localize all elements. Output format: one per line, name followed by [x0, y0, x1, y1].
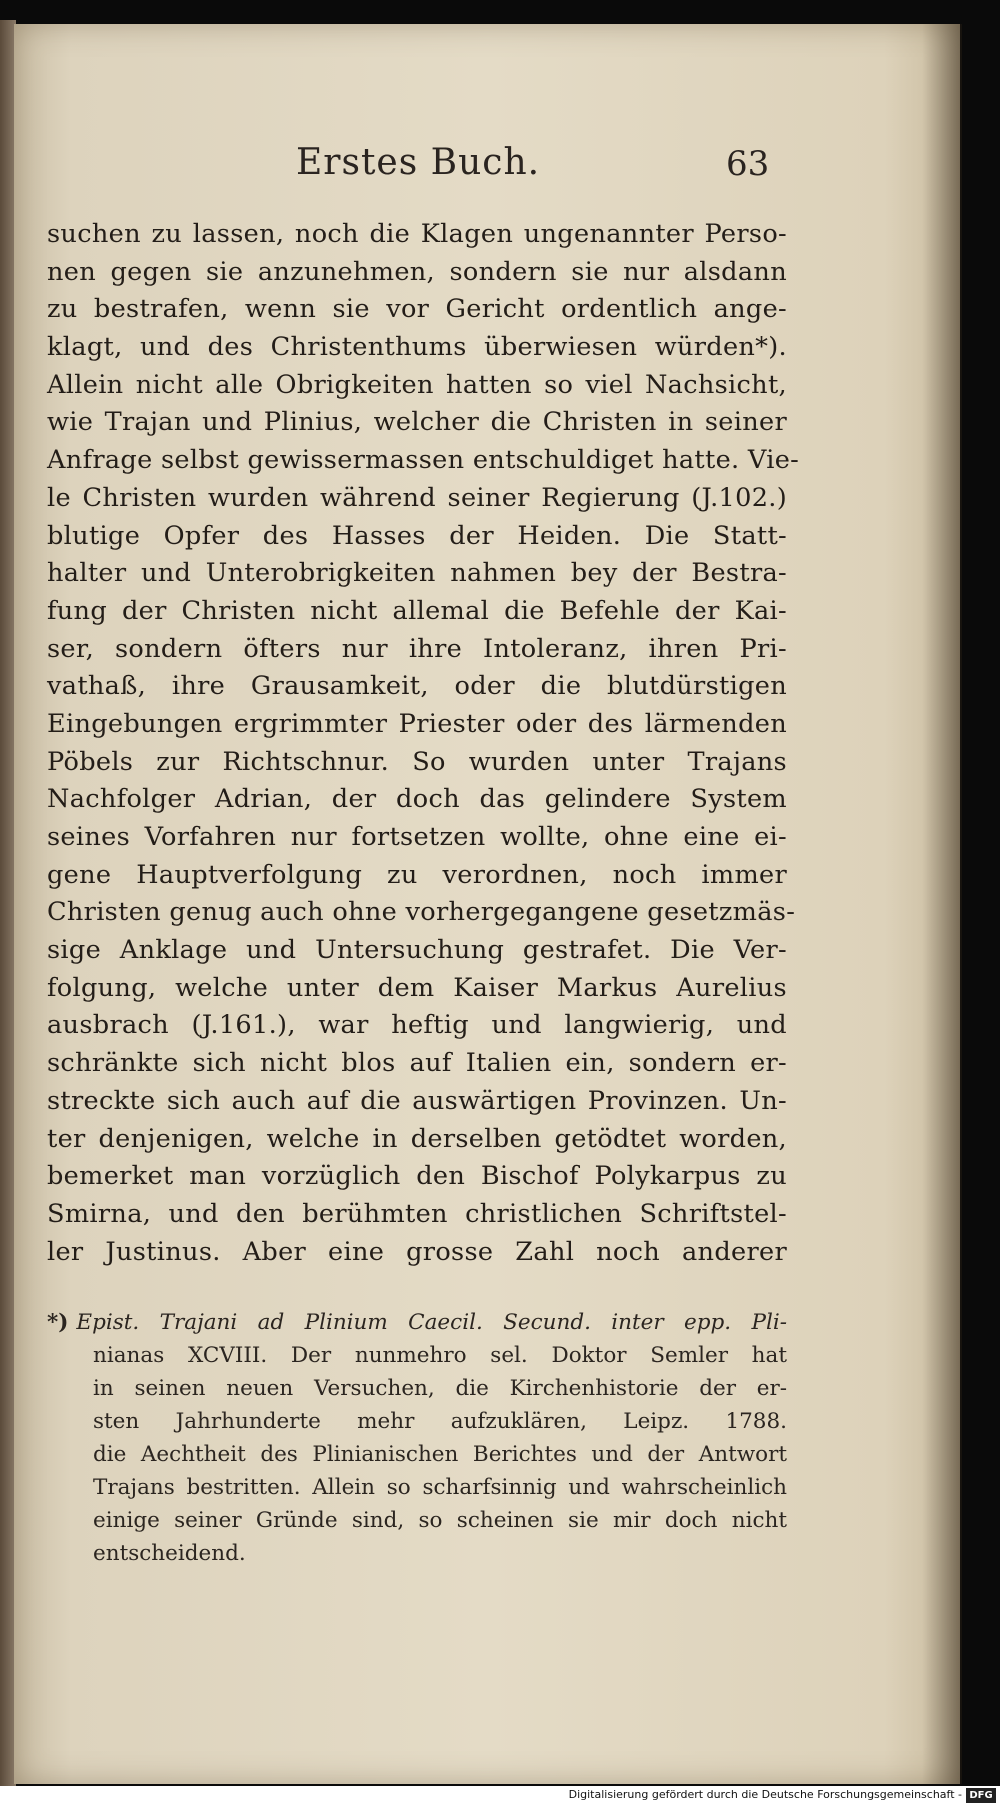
footnote-marker: *) — [47, 1310, 69, 1335]
text-line: gene Hauptverfolgung zu verordnen, noch immer — [47, 859, 787, 890]
text-line: klagt, und des Christenthums überwiesen würden*). — [47, 332, 787, 363]
footnote-first-line — [47, 1306, 787, 1339]
footnote-line: die Aechtheit des Plinianischen Berichtes und der Antwort — [93, 1442, 787, 1467]
text-line: ausbrach (J.161.), war heftig und langwierig, und — [47, 1010, 787, 1041]
text-line: Nachfolger Adrian, der doch das gelindere System — [47, 784, 787, 815]
page-number: 63 — [726, 144, 770, 184]
body-text — [47, 216, 800, 1271]
footnote-line: einige seiner Gründe sind, so scheinen sie mir doch nicht — [93, 1508, 787, 1533]
text-line: Christen genug auch ohne vorhergegangene gesetzmäs- — [47, 897, 796, 928]
page-gutter-shadow — [922, 24, 962, 1784]
text-line: bemerket man vorzüglich den Bischof Polykarpus zu — [47, 1161, 787, 1192]
footnote-line: nianas XCVIII. Der nunmehro sel. Doktor Semler hat — [93, 1343, 787, 1368]
text-line: streckte sich auch auf die auswärtigen Provinzen. Un- — [47, 1085, 787, 1116]
text-line: vathaß, ihre Grausamkeit, oder die blutdürstigen — [47, 671, 787, 702]
page-header — [14, 142, 960, 192]
footnote-line: sten Jahrhunderte mehr aufzuklären, Leipz. 1788. — [93, 1409, 787, 1434]
text-line: ter denjenigen, welche in derselben getödtet worden, — [47, 1123, 787, 1154]
text-line: nen gegen sie anzunehmen, sondern sie nur alsdann — [47, 256, 787, 287]
text-line: schränkte sich nicht blos auf Italien ein, sondern er- — [47, 1048, 787, 1079]
footnote-line: entscheidend. — [93, 1541, 246, 1566]
text-line: zu bestrafen, wenn sie vor Gericht ordentlich ange- — [47, 294, 787, 325]
text-line: Pöbels zur Richtschnur. So wurden unter Trajans — [47, 746, 787, 777]
text-line: ler Justinus. Aber eine grosse Zahl noch anderer — [47, 1236, 787, 1267]
book-page — [14, 24, 960, 1784]
text-line: suchen zu lassen, noch die Klagen ungenannter Perso- — [47, 219, 787, 249]
footnote — [47, 1306, 787, 1570]
text-line: wie Trajan und Plinius, welcher die Christen in seiner — [47, 407, 787, 438]
text-line: seines Vorfahren nur fortsetzen wollte, ohne eine ei- — [47, 822, 787, 852]
digitization-footer — [0, 1786, 1000, 1806]
dfg-logo-icon: DFG — [966, 1788, 996, 1803]
text-line: folgung, welche unter dem Kaiser Markus Aurelius — [47, 972, 787, 1003]
text-line: le Christen wurden während seiner Regierung (J.102.) — [47, 482, 787, 513]
funding-credit: Digitalisierung gefördert durch die Deutsche Forschungsgemeinschaft - — [568, 1788, 962, 1801]
running-head: Erstes Buch. — [296, 142, 541, 183]
text-line: blutige Opfer des Hasses der Heiden. Die Statt- — [47, 520, 787, 551]
footnote-line: in seinen neuen Versuchen, die Kirchenhistorie der er- — [93, 1376, 787, 1401]
footnote-latin-reference: Epist. Trajani ad Plinium Caecil. Secund. inter epp. Pli- — [76, 1310, 787, 1335]
text-line: halter und Unterobrigkeiten nahmen bey der Bestra- — [47, 558, 787, 589]
text-line: Anfrage selbst gewissermassen entschuldiget hatte. Vie- — [47, 445, 800, 476]
text-line: ser, sondern öfters nur ihre Intoleranz, ihren Pri- — [47, 633, 787, 664]
text-line: fung der Christen nicht allemal die Befehle der Kai- — [47, 595, 787, 626]
footnote-line: Trajans bestritten. Allein so scharfsinnig und wahrscheinlich — [93, 1475, 787, 1500]
text-line: sige Anklage und Untersuchung gestrafet. Die Ver- — [47, 935, 787, 966]
text-line: Eingebungen ergrimmter Priester oder des lärmenden — [47, 708, 787, 739]
text-line: Smirna, und den berühmten christlichen Schriftstel- — [47, 1198, 787, 1229]
text-line: Allein nicht alle Obrigkeiten hatten so viel Nachsicht, — [47, 369, 787, 400]
